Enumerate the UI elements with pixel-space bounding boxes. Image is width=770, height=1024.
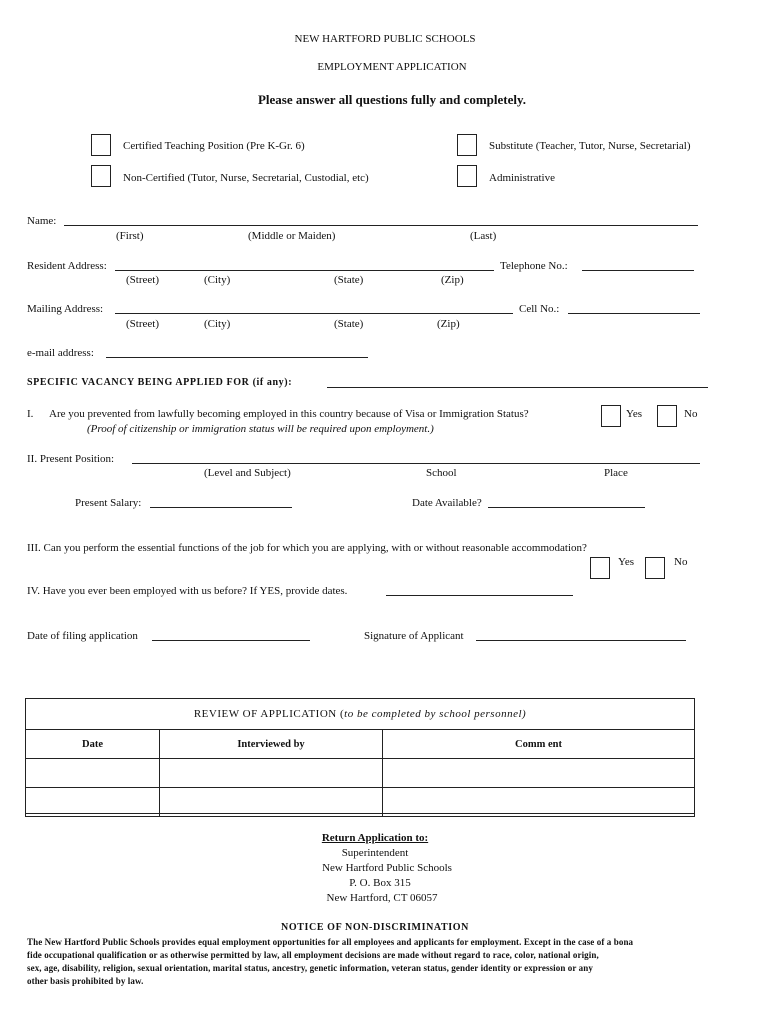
return-line: New Hartford Public Schools	[322, 862, 452, 874]
present-salary-label: Present Salary:	[75, 497, 142, 509]
cell-label: Cell No.:	[519, 303, 560, 315]
name-field[interactable]	[64, 215, 698, 226]
noncertified-checkbox[interactable]	[91, 165, 111, 187]
name-middle-caption: (Middle or Maiden)	[248, 230, 336, 242]
q2-school-caption: School	[426, 467, 457, 479]
review-date-cell[interactable]	[26, 759, 160, 788]
review-col-comment: Comm ent	[383, 730, 695, 759]
date-available-field[interactable]	[488, 497, 645, 508]
notice-line: other basis prohibited by law.	[27, 976, 144, 986]
review-interviewed-cell[interactable]	[160, 759, 383, 788]
resident-city-caption: (City)	[204, 274, 231, 286]
review-section	[25, 698, 695, 814]
org-name: NEW HARTFORD PUBLIC SCHOOLS	[294, 33, 476, 45]
q1-text: Are you prevented from lawfully becoming employed in this country because of Visa or Immigration Status?	[49, 408, 529, 420]
mailing-state-caption: (State)	[334, 318, 364, 330]
review-comment-cell[interactable]	[383, 788, 695, 817]
review-col-interviewed: Interviewed by	[160, 730, 383, 759]
return-line: New Hartford, CT 06057	[326, 892, 438, 904]
q1-no-label: No	[684, 408, 698, 420]
certified-checkbox[interactable]	[91, 134, 111, 156]
q3-text: III. Can you perform the essential functions of the job for which you are applying, with or without reasonable accommodation?	[27, 542, 587, 554]
administrative-label: Administrative	[489, 172, 555, 184]
review-table	[25, 729, 695, 817]
notice-line: sex, age, disability, religion, sexual orientation, marital status, ancestry, genetic information, veteran status, gender identity or expression or any	[27, 963, 593, 973]
cell-field[interactable]	[568, 303, 700, 314]
mailing-zip-caption: (Zip)	[437, 318, 460, 330]
q3-yes-label: Yes	[618, 556, 635, 568]
email-label: e-mail address:	[27, 347, 94, 359]
q2-label: II. Present Position:	[27, 453, 115, 465]
date-available-label: Date Available?	[412, 497, 482, 509]
q2-place-caption: Place	[604, 467, 628, 479]
name-first-caption: (First)	[116, 230, 144, 242]
return-heading: Return Application to:	[321, 832, 429, 844]
name-last-caption: (Last)	[470, 230, 497, 242]
vacancy-label: SPECIFIC VACANCY BEING APPLIED FOR (if any):	[27, 377, 293, 388]
q3-no-checkbox[interactable]	[645, 557, 665, 579]
vacancy-field[interactable]	[327, 377, 708, 388]
q1-no-checkbox[interactable]	[657, 405, 677, 427]
signature-label: Signature of Applicant	[364, 630, 464, 642]
q1-number: I.	[27, 408, 34, 420]
q3-no-label: No	[674, 556, 688, 568]
review-col-date: Date	[26, 730, 160, 759]
resident-zip-caption: (Zip)	[441, 274, 464, 286]
filing-date-field[interactable]	[152, 630, 310, 641]
review-title	[26, 708, 694, 720]
notice-heading: NOTICE OF NON-DISCRIMINATION	[281, 922, 469, 933]
substitute-checkbox[interactable]	[457, 134, 477, 156]
mailing-street-caption: (Street)	[126, 318, 159, 330]
table-row	[26, 759, 695, 788]
administrative-checkbox[interactable]	[457, 165, 477, 187]
q1-yes-label: Yes	[626, 408, 643, 420]
table-row	[26, 788, 695, 817]
form-title: EMPLOYMENT APPLICATION	[317, 61, 467, 73]
q1-note: (Proof of citizenship or immigration status will be required upon employment.)	[87, 423, 434, 435]
substitute-label: Substitute (Teacher, Tutor, Nurse, Secretarial)	[489, 140, 691, 152]
name-label: Name:	[27, 215, 57, 227]
filing-date-label: Date of filing application	[27, 630, 138, 642]
q4-text: IV. Have you ever been employed with us before? If YES, provide dates.	[27, 585, 348, 597]
review-date-cell[interactable]	[26, 788, 160, 817]
mailing-city-caption: (City)	[204, 318, 231, 330]
certified-label: Certified Teaching Position (Pre K-Gr. 6)	[123, 140, 305, 152]
q3-yes-checkbox[interactable]	[590, 557, 610, 579]
return-line: P. O. Box 315	[349, 877, 411, 889]
resident-address-label: Resident Address:	[27, 260, 107, 272]
previous-employment-field[interactable]	[386, 585, 573, 596]
email-field[interactable]	[106, 347, 368, 358]
review-header-row	[26, 730, 695, 759]
mailing-address-field[interactable]	[115, 303, 513, 314]
present-salary-field[interactable]	[150, 497, 292, 508]
signature-field[interactable]	[476, 630, 686, 641]
review-title-italic: to be completed by school personnel)	[344, 708, 527, 720]
review-interviewed-cell[interactable]	[160, 788, 383, 817]
noncertified-label: Non-Certified (Tutor, Nurse, Secretarial, Custodial, etc)	[123, 172, 369, 184]
review-title-text: REVIEW OF APPLICATION (	[193, 708, 345, 720]
instruction: Please answer all questions fully and completely.	[257, 92, 527, 107]
return-line: Superintendent	[341, 847, 409, 859]
notice-line: The New Hartford Public Schools provides equal employment opportunities for all employees and applicants for employment. Except in the case of a bona	[27, 937, 634, 947]
telephone-label: Telephone No.:	[500, 260, 568, 272]
notice-line: fide occupational qualification or as otherwise permitted by law, all employment decisions are made without regard to race, color, national origin,	[27, 950, 599, 960]
resident-address-field[interactable]	[115, 260, 494, 271]
resident-street-caption: (Street)	[126, 274, 159, 286]
q1-yes-checkbox[interactable]	[601, 405, 621, 427]
mailing-address-label: Mailing Address:	[27, 303, 104, 315]
q2-level-caption: (Level and Subject)	[204, 467, 291, 479]
resident-state-caption: (State)	[334, 274, 364, 286]
telephone-field[interactable]	[582, 260, 694, 271]
review-comment-cell[interactable]	[383, 759, 695, 788]
present-position-field[interactable]	[132, 453, 700, 464]
